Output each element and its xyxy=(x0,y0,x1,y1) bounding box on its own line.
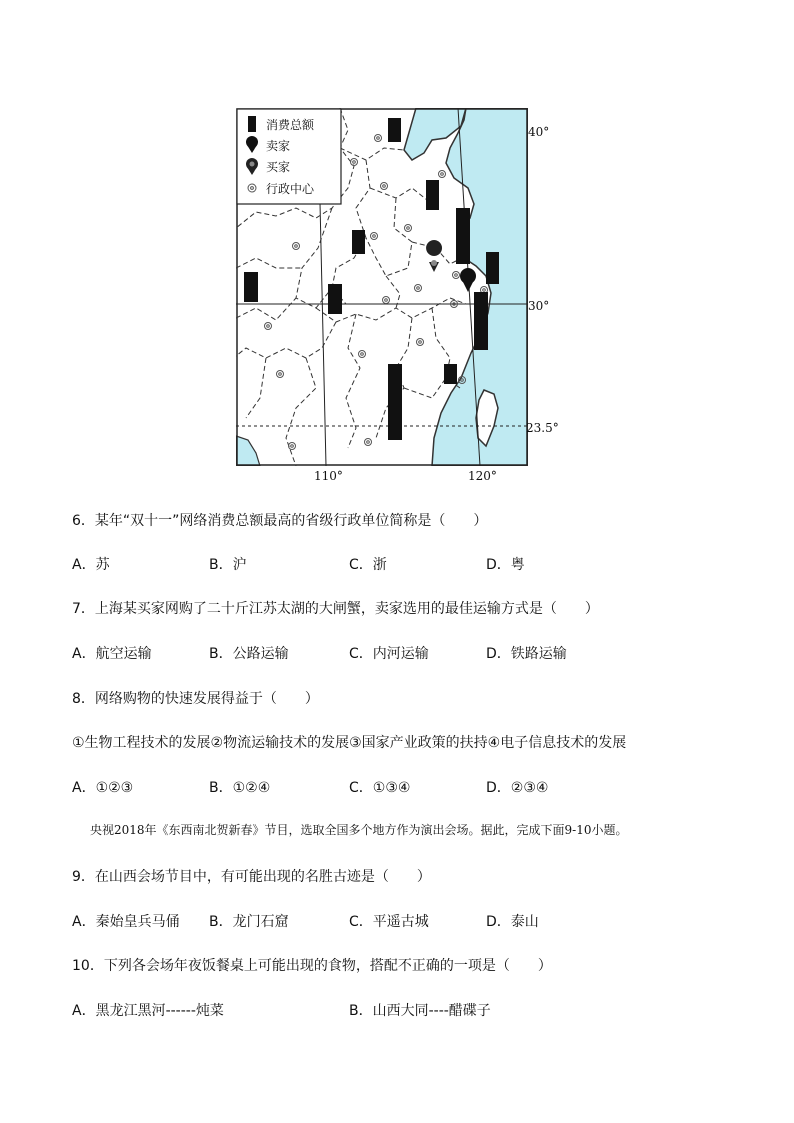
legend-buyer-label: 买家 xyxy=(266,160,291,174)
lat-40-label: 40° xyxy=(528,125,550,139)
question-8-statements: ①生物工程技术的发展②物流运输技术的发展③国家产业政策的扶持④电子信息技术的发展 xyxy=(72,735,627,751)
section-intro: 央视2018年《东西南北贺新春》节目，选取全国多个地方作为演出会场。据此，完成下面9-10小题。 xyxy=(90,823,628,837)
q8-option-c[interactable]: C．①③④ xyxy=(349,780,411,796)
q10-option-b[interactable]: B．山西大同----醋碟子 xyxy=(349,1003,491,1019)
q6-option-b[interactable]: B．沪 xyxy=(209,557,247,573)
q8-option-a[interactable]: A．①②③ xyxy=(72,780,134,796)
q9-option-b[interactable]: B．龙门石窟 xyxy=(209,914,289,930)
lon-120-label: 120° xyxy=(468,469,497,483)
lat-23-5-label: 23.5° xyxy=(526,421,559,435)
legend-seller-label: 卖家 xyxy=(266,139,291,153)
legend-admin-label: 行政中心 xyxy=(266,182,315,196)
q6-option-a[interactable]: A．苏 xyxy=(72,557,110,573)
q9-option-a[interactable]: A．秦始皇兵马俑 xyxy=(72,914,180,930)
q10-option-a[interactable]: A．黑龙江黑河------炖菜 xyxy=(72,1003,224,1019)
lat-30-label: 30° xyxy=(528,299,550,313)
q8-option-d[interactable]: D．②③④ xyxy=(486,780,549,796)
question-7-stem: 7．上海某买家网购了二十斤江苏太湖的大闸蟹，卖家选用的最佳运输方式是（ ） xyxy=(72,601,599,617)
q7-option-c[interactable]: C．内河运输 xyxy=(349,646,429,662)
legend-consumption-label: 消费总额 xyxy=(266,118,315,132)
q7-option-d[interactable]: D．铁路运输 xyxy=(486,646,567,662)
q9-option-d[interactable]: D．泰山 xyxy=(486,914,539,930)
map-degree-labels xyxy=(236,108,566,488)
lon-110-label: 110° xyxy=(314,469,343,483)
q9-option-c[interactable]: C．平遥古城 xyxy=(349,914,429,930)
question-10-stem: 10．下列各会场年夜饭餐桌上可能出现的食物，搭配不正确的一项是（ ） xyxy=(72,958,552,974)
question-9-stem: 9．在山西会场节目中，有可能出现的名胜古迹是（ ） xyxy=(72,869,431,885)
q6-option-c[interactable]: C．浙 xyxy=(349,557,387,573)
question-6-stem: 6．某年“双十一”网络消费总额最高的省级行政单位简称是（ ） xyxy=(72,513,488,529)
q7-option-b[interactable]: B．公路运输 xyxy=(209,646,289,662)
q8-option-b[interactable]: B．①②④ xyxy=(209,780,271,796)
q7-option-a[interactable]: A．航空运输 xyxy=(72,646,152,662)
q6-option-d[interactable]: D．粤 xyxy=(486,557,525,573)
question-8-stem: 8．网络购物的快速发展得益于（ ） xyxy=(72,691,319,707)
